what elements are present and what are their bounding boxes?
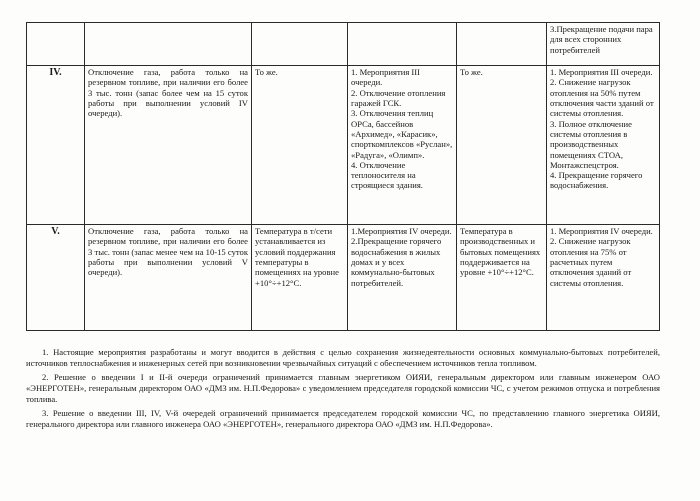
cell-condition: Отключение газа, работа только на резервном топливе, при наличии его более 3 тыс. тонн (запас более чем на 15 суток работы при выполнении условий IV очереди). bbox=[85, 66, 252, 225]
list-item: 1. Мероприятия III очереди. bbox=[550, 67, 653, 77]
note-paragraph: 1. Настоящие мероприятия разработаны и могут вводится в действия с целью сохранения жизнедеятельности основных коммунально-бытовых потребителей, источников теплоснабжения и инженерных сетей при возникновении чрезвычайных ситуаций с обеспечением источников тепла топливом. bbox=[26, 347, 660, 369]
table-row-v bbox=[27, 225, 660, 331]
cell-temperature-network: То же. bbox=[252, 66, 348, 225]
list-item: 4. Прекращение горячего водоснабжения. bbox=[550, 170, 643, 191]
cell-empty bbox=[252, 23, 348, 66]
cell-condition: Отключение газа, работа только на резервном топливе, при наличии его более 3 тыс. тонн (запас менее чем на 10-15 суток работы при выполнении условий V очереди). bbox=[85, 225, 252, 331]
stage-number: IV. bbox=[27, 66, 85, 225]
cell-temperature-industrial: То же. bbox=[457, 66, 547, 225]
list-item: 1.Мероприятия IV очереди. bbox=[351, 226, 452, 236]
list-item: 2.Прекращение горячего водоснабжения в жилых домах и у всех коммунально-бытовых потребителей. bbox=[351, 236, 442, 288]
list-item: 4. Отключение теплоносителя на строящиеся здания. bbox=[351, 159, 423, 191]
list-item: 1. Мероприятия III очереди. bbox=[351, 67, 421, 88]
cell-empty bbox=[348, 23, 457, 66]
cell-measures-industrial bbox=[547, 225, 660, 331]
stage-number: V. bbox=[27, 225, 85, 331]
list-item: 2. Отключение отопления гаражей ГСК. bbox=[351, 87, 446, 108]
table-row-top bbox=[27, 23, 660, 66]
list-item: 2. Снижение нагрузок отопления на 50% путем отключения части зданий от системы отопления. bbox=[550, 77, 654, 119]
cell-measure: 3.Прекращение подачи пара для всех сторонних потребителей bbox=[547, 23, 660, 66]
cell-measures-industrial bbox=[547, 66, 660, 225]
notes-section bbox=[26, 347, 660, 432]
list-item: 2. Снижение нагрузок отопления на 75% от расчетных путем отключения зданий от системы отопления. bbox=[550, 236, 632, 288]
list-item: 3. Отключения теплиц ОРСа, бассейнов «Архимед», «Карасик», спорткомплексов «Руслан», «Радуга», «Олимп». bbox=[351, 108, 453, 160]
cell-temperature-network: Температура в т/сети устанавливается из условий поддержания температуры в помещениях на уровне +10°÷+12°С. bbox=[252, 225, 348, 331]
restrictions-table bbox=[26, 22, 660, 331]
cell-measures-housing bbox=[348, 66, 457, 225]
cell-empty bbox=[457, 23, 547, 66]
cell-measures-housing bbox=[348, 225, 457, 331]
cell-empty bbox=[85, 23, 252, 66]
list-item: 1. Мероприятия IV очереди. bbox=[550, 226, 653, 236]
cell-empty bbox=[27, 23, 85, 66]
cell-temperature-industrial: Температура в производственных и бытовых помещениях поддерживается на уровне +10°÷+12°С. bbox=[457, 225, 547, 331]
note-paragraph: 3. Решение о введении III, IV, V-й очередей ограничений принимается председателем городской комиссии ЧС, по представлению главного энергетика ОИЯИ, генерального директора или главного инженера ОАО «ЭНЕРГОТЕН», генерального директора ОАО «ДМЗ им. Н.П.Федорова». bbox=[26, 407, 660, 430]
note-paragraph: 2. Решение о введении I и II-й очереди ограничений принимается главным энергетиком ОИЯИ, генеральным директором или главным инженером ОАО «ЭНЕРГОТЕН», генеральным директором ОАО «ДМЗ им. Н.П.Федорова» с уведомлением председателя городской комиссии ЧС, с учетом режимов отпуска и потребления топлива. bbox=[26, 371, 660, 405]
table-row-iv bbox=[27, 66, 660, 225]
list-item: 3. Полное отключение системы отопления в производственных помещениях СТОА, Монтажспецстроя. bbox=[550, 118, 632, 170]
